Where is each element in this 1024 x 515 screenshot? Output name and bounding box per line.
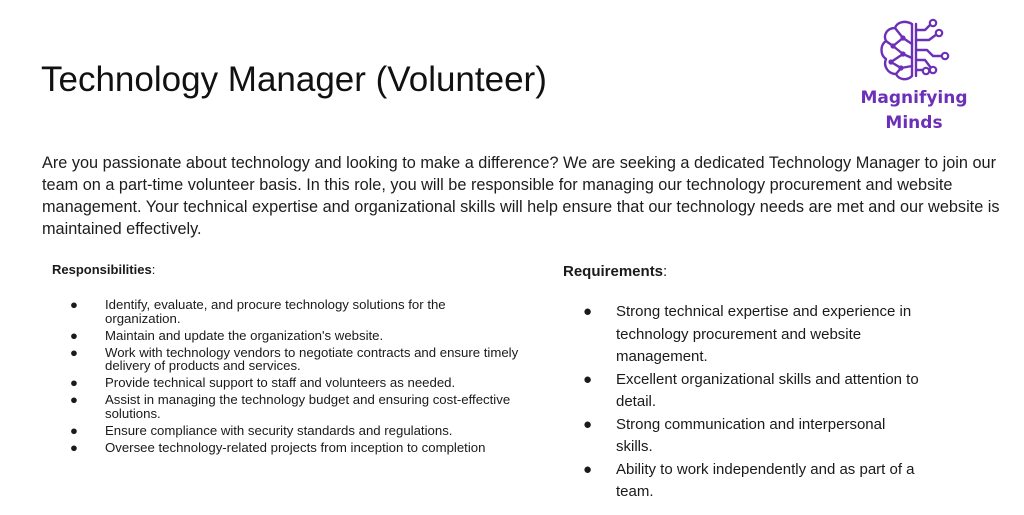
responsibilities-list — [52, 298, 522, 454]
list-item: ● Assist in managing the technology budget and ensuring cost-effective solutions. — [70, 392, 511, 421]
responsibilities-heading: Responsibilities: — [52, 262, 156, 277]
responsibilities-section — [52, 260, 522, 458]
list-item: ● Strong communication and interpersonal skills. — [583, 415, 886, 455]
logo — [850, 18, 978, 136]
intro-paragraph: Are you passionate about technology and looking to make a difference? We are seeking a dedicated Technology Manager to join our team on a part-time volunteer basis. In this role, you will be responsible for managing our technology procurement and website management. Your technical expertise and organizational skills will help ensure that our technology needs are met and our website is maintained effectively. — [42, 154, 1000, 238]
list-item: ● Maintain and update the organization's website. — [70, 327, 384, 343]
list-item: ● Identify, evaluate, and procure technology solutions for the organization. — [70, 297, 446, 326]
list-item: ● Oversee technology-related projects from inception to completion — [70, 439, 486, 455]
list-item: ● Ability to work independently and as part of a team. — [583, 460, 915, 500]
requirements-heading: Requirements: — [563, 263, 668, 280]
list-item: ● Strong technical expertise and experience in technology procurement and website management. — [583, 303, 912, 365]
list-item: ● Ensure compliance with security standards and regulations. — [70, 422, 453, 438]
page-title: Technology Manager (Volunteer) — [41, 60, 547, 99]
brain-circuit-icon — [877, 18, 951, 86]
requirements-list — [563, 301, 923, 504]
requirements-section — [563, 261, 923, 504]
list-item: ● Work with technology vendors to negotiate contracts and ensure timely delivery of products and services. — [70, 344, 519, 374]
logo-line-1: Magnifying — [860, 88, 968, 108]
logo-line-2: Minds — [885, 113, 943, 133]
list-item: ● Provide technical support to staff and volunteers as needed. — [70, 375, 456, 391]
list-item: ● Excellent organizational skills and attention to detail. — [583, 370, 919, 410]
